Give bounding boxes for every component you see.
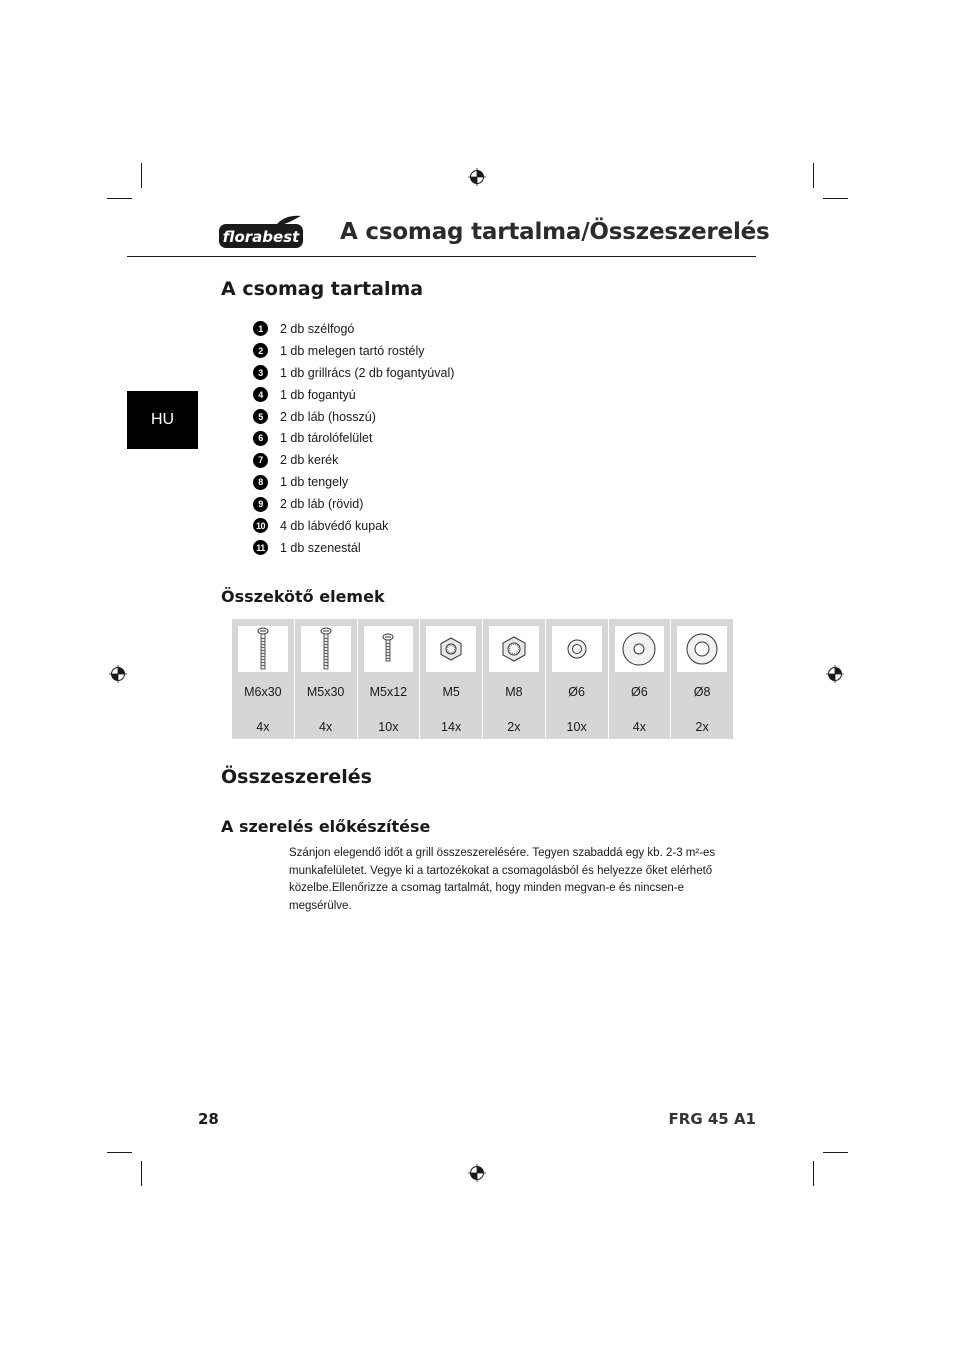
- crop-mark: [813, 1161, 814, 1186]
- list-item-text: 1 db tárolófelület: [280, 431, 373, 446]
- list-item-text: 1 db grillrács (2 db fogantyúval): [280, 365, 455, 380]
- header-rule: [127, 256, 756, 257]
- page-number: 28: [198, 1110, 219, 1128]
- fastener-quantity: 14x: [441, 720, 462, 734]
- list-item: [253, 318, 454, 340]
- list-item: [253, 515, 454, 537]
- fastener-column: [545, 619, 608, 739]
- item-number-badge: 8: [253, 475, 268, 490]
- fastener-table: [232, 619, 733, 739]
- package-contents-list: [253, 318, 454, 559]
- crop-mark: [141, 163, 142, 188]
- item-number-badge: 4: [253, 387, 268, 402]
- item-number-badge: 1: [253, 321, 268, 336]
- list-item-text: 4 db lábvédő kupak: [280, 518, 389, 533]
- fastener-quantity: 4x: [632, 720, 646, 734]
- list-item: [253, 384, 454, 406]
- list-item: [253, 362, 454, 384]
- crop-mark: [813, 163, 814, 188]
- crop-mark: [107, 198, 132, 199]
- paragraph-line: munkafelületet. Vegye ki a tartozékokat a csomagolásból és helyezze őket elérhető: [289, 864, 713, 877]
- fastener-column: [232, 619, 294, 739]
- item-number-badge: 9: [253, 497, 268, 512]
- fastener-quantity: 10x: [566, 720, 587, 734]
- list-item-text: 2 db kerék: [280, 453, 339, 468]
- registration-mark-icon: [826, 665, 844, 683]
- fastener-size: M5: [442, 685, 460, 699]
- list-item-text: 2 db láb (hosszú): [280, 409, 376, 424]
- list-item: [253, 471, 454, 493]
- fastener-quantity: 2x: [695, 720, 709, 734]
- list-item: [253, 406, 454, 428]
- item-number-badge: 2: [253, 343, 268, 358]
- florabest-logo: [219, 215, 303, 249]
- fastener-column: [482, 619, 545, 739]
- crop-mark: [823, 1152, 848, 1153]
- fastener-size: M8: [505, 685, 523, 699]
- fastener-size: Ø8: [693, 685, 711, 699]
- list-item: [253, 449, 454, 471]
- page-title: A csomag tartalma/Összeszerelés: [340, 219, 770, 245]
- fastener-column: [357, 619, 420, 739]
- item-number-badge: 6: [253, 431, 268, 446]
- list-item-text: 2 db láb (rövid): [280, 497, 364, 512]
- fastener-size: M5x12: [369, 685, 408, 699]
- item-number-badge: 10: [253, 518, 268, 533]
- list-item-text: 1 db melegen tartó rostély: [280, 343, 425, 358]
- list-item: [253, 537, 454, 559]
- list-item-text: 2 db szélfogó: [280, 321, 355, 336]
- fastener-column: [294, 619, 357, 739]
- hex-nut-icon: [500, 635, 528, 663]
- fastener-size: M5x30: [306, 685, 345, 699]
- model-number: FRG 45 A1: [668, 1110, 756, 1128]
- paragraph-line: megsérülve.: [289, 899, 352, 912]
- crop-mark: [141, 1161, 142, 1186]
- list-item: [253, 493, 454, 515]
- list-item-text: 1 db fogantyú: [280, 387, 356, 402]
- long-screw-icon: [316, 627, 336, 671]
- list-item-text: 1 db tengely: [280, 475, 349, 490]
- item-number-badge: 11: [253, 540, 268, 555]
- fastener-column: [670, 619, 733, 739]
- large-washer-icon: [621, 631, 657, 667]
- list-item: [253, 427, 454, 449]
- package-contents-heading: A csomag tartalma: [221, 278, 424, 300]
- fastener-size: Ø6: [631, 685, 648, 699]
- short-screw-icon: [378, 633, 398, 665]
- crop-mark: [107, 1152, 132, 1153]
- preparation-heading: A szerelés előkészítése: [221, 817, 431, 836]
- assembly-heading: Összeszerelés: [221, 766, 372, 788]
- fastener-column: [419, 619, 482, 739]
- fasteners-heading: Összekötő elemek: [221, 587, 385, 606]
- paragraph-line: közelbe.Ellenőrizze a csomag tartalmát, hogy minden megvan-e és nincsen-e: [289, 882, 685, 894]
- fastener-column: [608, 619, 671, 739]
- fastener-quantity: 4x: [319, 720, 333, 734]
- list-item: [253, 340, 454, 362]
- item-number-badge: 3: [253, 365, 268, 380]
- svg-text:florabest: florabest: [222, 228, 300, 246]
- preparation-paragraph: [289, 845, 739, 915]
- registration-mark-icon: [468, 168, 486, 186]
- fastener-quantity: 10x: [378, 720, 399, 734]
- long-screw-icon: [253, 627, 273, 671]
- registration-mark-icon: [109, 665, 127, 683]
- item-number-badge: 5: [253, 409, 268, 424]
- language-tab: HU: [127, 391, 198, 449]
- fastener-quantity: 2x: [507, 720, 521, 734]
- list-item-text: 1 db szenestál: [280, 540, 361, 555]
- crop-mark: [823, 198, 848, 199]
- item-number-badge: 7: [253, 453, 268, 468]
- hex-nut-icon: [438, 636, 464, 662]
- registration-mark-icon: [468, 1164, 486, 1182]
- paragraph-line: Szánjon elegendő időt a grill összeszerelésére. Tegyen szabaddá egy kb. 2-3 m²-es: [289, 847, 716, 859]
- washer-icon: [685, 632, 719, 666]
- fastener-quantity: 4x: [256, 720, 270, 734]
- fastener-size: M6x30: [244, 685, 282, 699]
- small-washer-icon: [566, 638, 588, 660]
- fastener-size: Ø6: [568, 685, 585, 699]
